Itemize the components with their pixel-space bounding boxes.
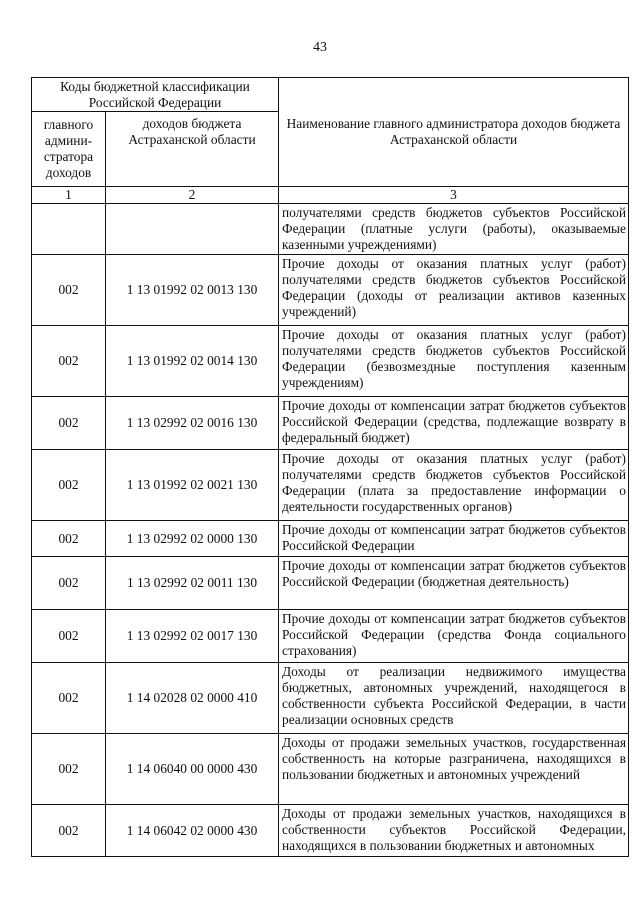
income-code: 1 14 02028 02 0000 410 <box>106 663 279 734</box>
page-number: 43 <box>313 40 327 55</box>
table-row <box>32 805 629 857</box>
admin-code <box>32 204 106 255</box>
income-name: получателями средств бюджетов субъектов Российской Федерации (платные услуги (работы), оказываемые казенными учреждениями) <box>279 204 629 255</box>
column-number-1: 1 <box>32 187 106 204</box>
header-col1-title: главного админи-стратора доходов <box>32 112 106 187</box>
income-code: 1 13 01992 02 0014 130 <box>106 326 279 397</box>
income-name: Прочие доходы от компенсации затрат бюджетов субъектов Российской Федерации <box>279 521 629 557</box>
income-code: 1 13 02992 02 0017 130 <box>106 610 279 663</box>
income-code: 1 13 02992 02 0011 130 <box>106 557 279 610</box>
admin-code: 002 <box>32 610 106 663</box>
income-code: 1 13 01992 02 0021 130 <box>106 450 279 521</box>
admin-code: 002 <box>32 326 106 397</box>
header-col3-title: Наименование главного администратора доходов бюджета Астраханской области <box>279 78 629 187</box>
admin-code: 002 <box>32 450 106 521</box>
table-row <box>32 663 629 734</box>
column-number-3: 3 <box>279 187 629 204</box>
budget-classification-table <box>31 77 629 857</box>
income-code: 1 13 02992 02 0000 130 <box>106 521 279 557</box>
income-code: 1 13 01992 02 0013 130 <box>106 255 279 326</box>
income-name: Доходы от реализации недвижимого имущества бюджетных, автономных учреждений, находящегося в собственности субъекта Российской Федерации, в части реализации основных средств <box>279 663 629 734</box>
table-row <box>32 326 629 397</box>
table-row <box>32 610 629 663</box>
income-name: Прочие доходы от оказания платных услуг (работ) получателями средств бюджетов субъектов Российской Федерации (доходы от реализации активов казенных учреждений) <box>279 255 629 326</box>
income-name: Прочие доходы от компенсации затрат бюджетов субъектов Российской Федерации (бюджетная деятельность) <box>279 557 629 610</box>
column-number-row <box>32 187 629 204</box>
income-name: Прочие доходы от оказания платных услуг (работ) получателями средств бюджетов субъектов Российской Федерации (безвозмездные поступления казенным учреждениям) <box>279 326 629 397</box>
income-name: Доходы от продажи земельных участков, находящихся в собственности субъектов Российской Федерации, находящихся в пользовании бюджетных и автономных <box>279 805 629 857</box>
admin-code: 002 <box>32 557 106 610</box>
income-name: Прочие доходы от компенсации затрат бюджетов субъектов Российской Федерации (средства Фонда социального страхования) <box>279 610 629 663</box>
table-row <box>32 557 629 610</box>
admin-code: 002 <box>32 255 106 326</box>
header-row-group <box>32 78 629 112</box>
table-row <box>32 204 629 255</box>
income-code: 1 13 02992 02 0016 130 <box>106 397 279 450</box>
table-row <box>32 450 629 521</box>
income-name: Прочие доходы от оказания платных услуг (работ) получателями средств бюджетов субъектов Российской Федерации (плата за предоставление информации о деятельности государственных органов) <box>279 450 629 521</box>
income-name: Прочие доходы от компенсации затрат бюджетов субъектов Российской Федерации (средства, подлежащие возврату в федеральный бюджет) <box>279 397 629 450</box>
income-code: 1 14 06040 00 0000 430 <box>106 734 279 805</box>
column-number-2: 2 <box>106 187 279 204</box>
table-row <box>32 734 629 805</box>
table-row <box>32 255 629 326</box>
admin-code: 002 <box>32 397 106 450</box>
income-code: 1 14 06042 02 0000 430 <box>106 805 279 857</box>
income-name: Доходы от продажи земельных участков, государственная собственность на которые разграничена, находящихся в пользовании бюджетных и автономных учреждений <box>279 734 629 805</box>
header-col2-title: доходов бюджета Астраханской области <box>106 112 279 187</box>
admin-code: 002 <box>32 734 106 805</box>
income-code <box>106 204 279 255</box>
admin-code: 002 <box>32 663 106 734</box>
admin-code: 002 <box>32 805 106 857</box>
header-group-title: Коды бюджетной классификации Российской Федерации <box>32 78 279 112</box>
table-row <box>32 397 629 450</box>
admin-code: 002 <box>32 521 106 557</box>
table-row <box>32 521 629 557</box>
